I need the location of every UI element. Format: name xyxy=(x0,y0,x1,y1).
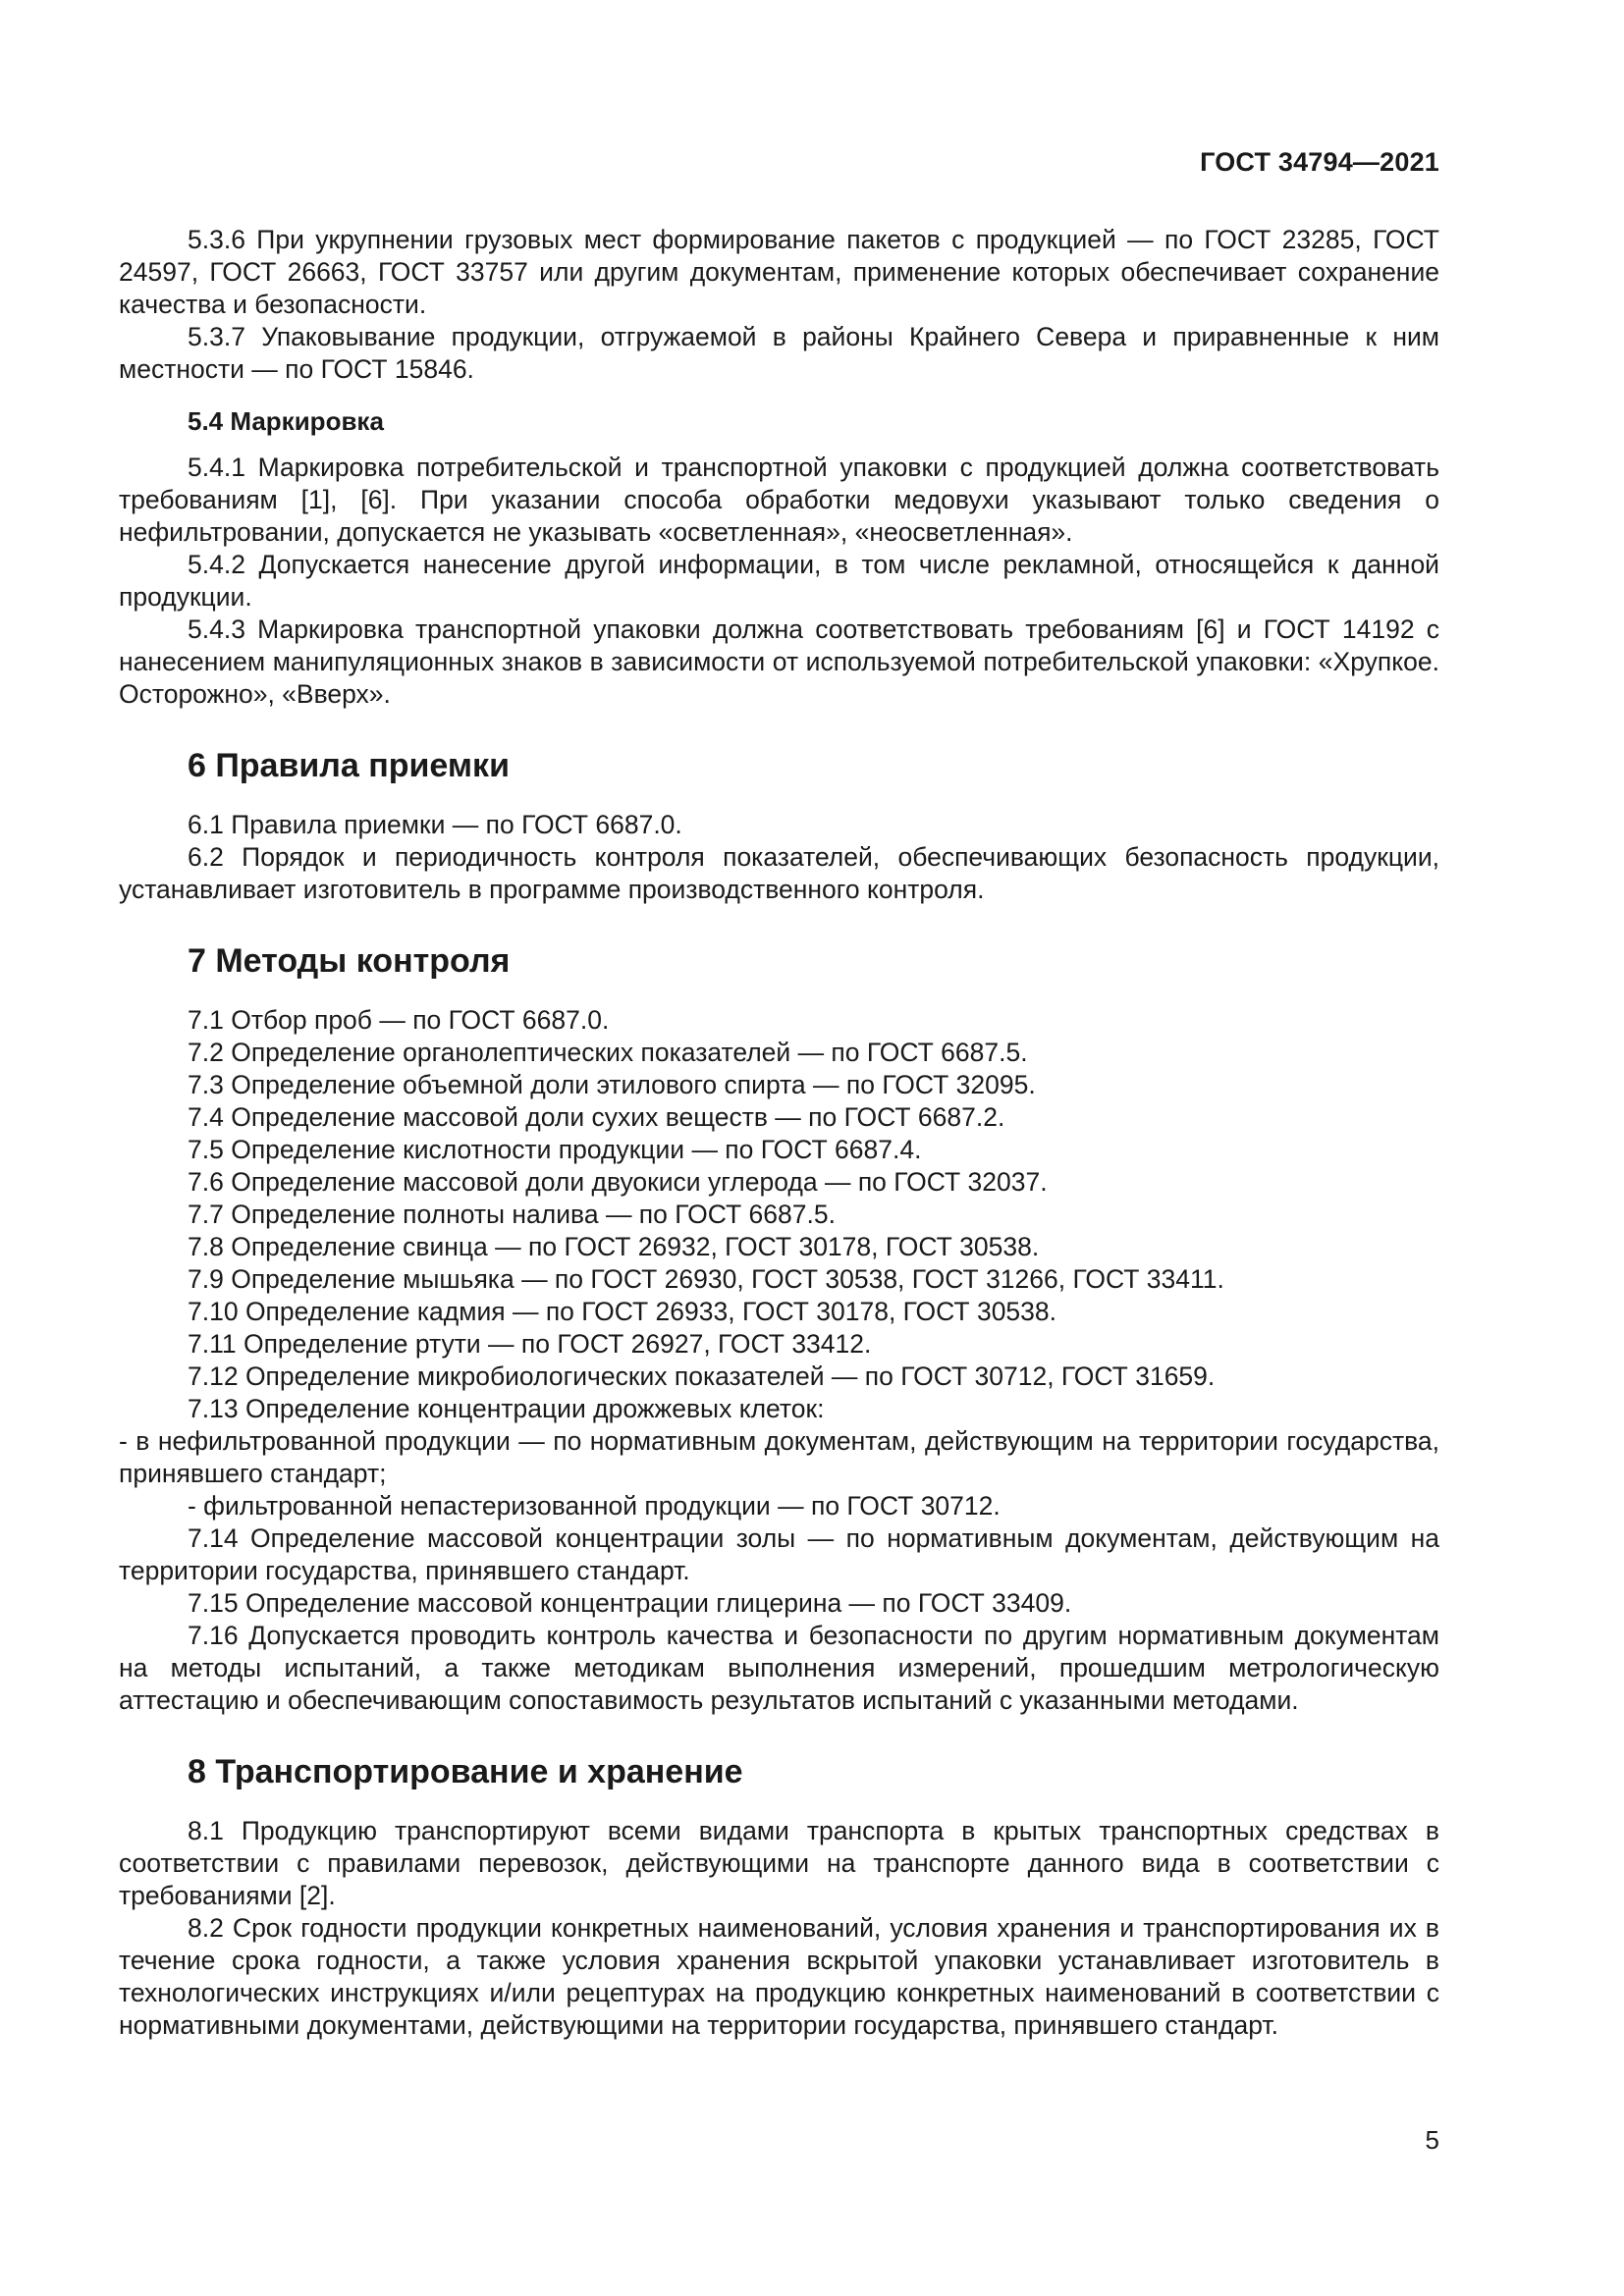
document-id-header: ГОСТ 34794—2021 xyxy=(1200,147,1439,177)
list-item: 7.6 Определение массовой доли двуокиси углерода — по ГОСТ 32037. xyxy=(188,1167,1048,1197)
list-item: 7.9 Определение мышьяка — по ГОСТ 26930, ГОСТ 30538, ГОСТ 31266, ГОСТ 33411. xyxy=(188,1264,1224,1294)
paragraph-5-4-1: 5.4.1 Маркировка потребительской и транспортной упаковки с продукцией должна соответствовать требованиям [1], [6]. При указании способа обработки медовухи указывают только сведения о нефильтровании, допускается не указывать «осветленная», «неосветленная». xyxy=(119,453,1439,547)
paragraph-6-1: 6.1 Правила приемки — по ГОСТ 6687.0. xyxy=(188,810,682,839)
section-heading-7: 7 Методы контроля xyxy=(188,942,511,980)
list-item: 7.7 Определение полноты налива — по ГОСТ 6687.5. xyxy=(188,1200,836,1229)
paragraph-8-1: 8.1 Продукцию транспортируют всеми видами транспорта в крытых транспортных средствах в соответствии с правилами перевозок, действующими на транспорте данного вида в соответствии с требованиями [2]. xyxy=(119,1816,1439,1910)
list-item: 7.5 Определение кислотности продукции — по ГОСТ 6687.4. xyxy=(188,1135,922,1164)
paragraph-7-16: 7.16 Допускается проводить контроль качества и безопасности по другим нормативным документам на методы испытаний, а также методикам выполнения измерений, прошедшим метрологическую аттестацию и обеспечивающим сопоставимость результатов испытаний с указанными методами. xyxy=(119,1621,1439,1715)
list-item: 7.3 Определение объемной доли этилового спирта — по ГОСТ 32095. xyxy=(188,1070,1036,1099)
list-item: 7.10 Определение кадмия — по ГОСТ 26933, ГОСТ 30178, ГОСТ 30538. xyxy=(188,1297,1057,1326)
list-item: 7.8 Определение свинца — по ГОСТ 26932, ГОСТ 30178, ГОСТ 30538. xyxy=(188,1232,1040,1261)
section-heading-6: 6 Правила приемки xyxy=(188,747,510,784)
section-heading-8: 8 Транспортирование и хранение xyxy=(188,1753,743,1790)
page-number: 5 xyxy=(1425,2125,1439,2155)
paragraph-7-13-filtered: - фильтрованной непастеризованной продукции — по ГОСТ 30712. xyxy=(188,1491,1001,1521)
page-content xyxy=(119,224,1439,2042)
paragraph-7-14: 7.14 Определение массовой концентрации золы — по нормативным документам, действующим на территории государства, принявшего стандарт. xyxy=(119,1523,1439,1585)
list-item: 7.4 Определение массовой доли сухих веществ — по ГОСТ 6687.2. xyxy=(188,1102,1005,1132)
paragraph-5-3-6: 5.3.6 При укрупнении грузовых мест формирование пакетов с продукцией — по ГОСТ 23285, ГОСТ 24597, ГОСТ 26663, ГОСТ 33757 или другим документам, применение которых обеспечивает сохранение качества и безопасности. xyxy=(119,225,1439,319)
list-item: 7.2 Определение органолептических показателей — по ГОСТ 6687.5. xyxy=(188,1038,1028,1067)
paragraph-7-13-unfiltered: - в нефильтрованной продукции — по нормативным документам, действующим на территории государства, принявшего стандарт; xyxy=(119,1426,1439,1488)
paragraph-5-4-3: 5.4.3 Маркировка транспортной упаковки должна соответствовать требованиям [6] и ГОСТ 14192 с нанесением манипуляционных знаков в зависимости от используемой потребительской упаковки: «Хрупкое. Осторожно», «Вверх». xyxy=(119,614,1439,709)
list-item: 7.12 Определение микробиологических показателей — по ГОСТ 30712, ГОСТ 31659. xyxy=(188,1362,1216,1391)
paragraph-5-3-7: 5.3.7 Упаковывание продукции, отгружаемой в районы Крайнего Севера и приравненные к ним местности — по ГОСТ 15846. xyxy=(119,322,1439,384)
subsection-heading-5-4: 5.4 Маркировка xyxy=(188,406,384,436)
paragraph-7-15: 7.15 Определение массовой концентрации глицерина — по ГОСТ 33409. xyxy=(188,1588,1072,1618)
list-item: 7.13 Определение концентрации дрожжевых клеток: xyxy=(188,1394,825,1423)
paragraph-5-4-2: 5.4.2 Допускается нанесение другой информации, в том числе рекламной, относящейся к данной продукции. xyxy=(119,550,1439,612)
list-item: 7.11 Определение ртути — по ГОСТ 26927, ГОСТ 33412. xyxy=(188,1329,872,1359)
paragraph-8-2: 8.2 Срок годности продукции конкретных наименований, условия хранения и транспортирования их в течение срока годности, а также условия хранения вскрытой упаковки устанавливает изготовитель в технологических инструкциях и/или рецептурах на продукцию конкретных наименований в соответствии с нормативными документами, действующими на территории государства, принявшего стандарт. xyxy=(119,1913,1439,2040)
list-item: 7.1 Отбор проб — по ГОСТ 6687.0. xyxy=(188,1005,610,1035)
paragraph-6-2: 6.2 Порядок и периодичность контроля показателей, обеспечивающих безопасность продукции, устанавливает изготовитель в программе производственного контроля. xyxy=(119,842,1439,904)
